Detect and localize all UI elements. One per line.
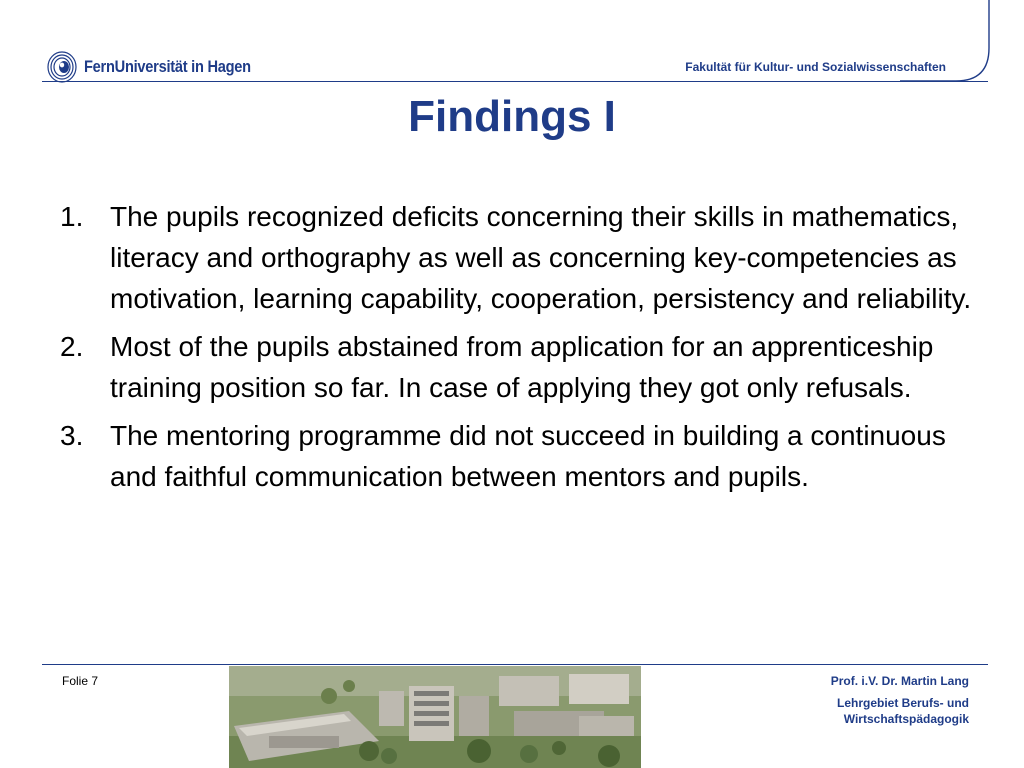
slide-number: Folie 7 <box>62 674 99 688</box>
logo-text: FernUniversität in Hagen <box>84 57 251 76</box>
findings-list <box>60 196 980 504</box>
header-corner-curve <box>900 0 996 82</box>
list-item-number: 3. <box>60 420 84 451</box>
department-line-1: Lehrgebiet Berufs- und <box>836 696 969 710</box>
department-line-2: Wirtschaftspädagogik <box>843 712 969 726</box>
list-item <box>60 326 980 408</box>
fernuni-logo-icon <box>42 50 78 84</box>
faculty-name: Fakultät für Kultur- und Sozialwissenschaften <box>685 60 946 74</box>
list-item-number: 2. <box>60 331 84 362</box>
professor-name: Prof. i.V. Dr. Martin Lang <box>830 674 969 688</box>
list-item <box>60 415 980 497</box>
list-item-number: 1. <box>60 201 84 232</box>
slide-title: Findings I <box>408 92 616 141</box>
list-item-text: Most of the pupils abstained from application for an apprenticeship training position so far. In case of applying they got only refusals. <box>110 331 934 403</box>
campus-aerial-photo <box>229 666 641 768</box>
university-logo <box>42 50 278 84</box>
footer-divider <box>42 664 988 665</box>
header-divider <box>42 81 988 82</box>
list-item <box>60 196 980 319</box>
list-item-text: The pupils recognized deficits concerning their skills in mathematics, literacy and orthography as well as concerning key-competencies as motivation, learning capability, cooperation, persistency and reliability. <box>110 201 972 314</box>
department-name <box>837 695 969 727</box>
list-item-text: The mentoring programme did not succeed in building a continuous and faithful communication between mentors and pupils. <box>110 420 946 492</box>
